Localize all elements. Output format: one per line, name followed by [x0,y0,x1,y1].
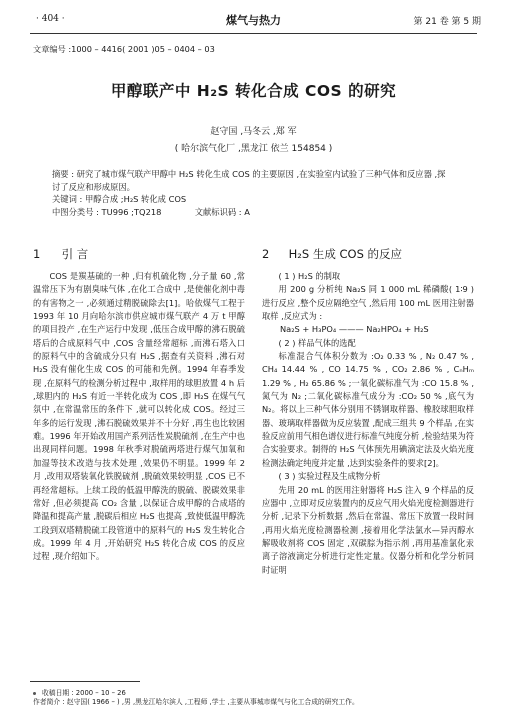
abstract-summary: 摘要 : 研究了城市煤气联产甲醇中 H₂S 转化生成 COS 的主要原因 ,在实验室内试验了三种气体和反应器 ,探讨了反应和形成原因。 [52,169,446,192]
section-1-heading [33,246,88,262]
intro-paragraph: COS 是羰基硫的一种 ,归有机硫化物 ,分子量 60 ,常温常压下为有剧臭味气体 ,在化工合成中 ,是使催化剂中毒的有害物之一 ,必须通过精脱硫除去[1]。哈依煤气工程于 1993 年 10 月向哈尔滨市供应城市煤气联产 4 万 t 甲醇的项目投产 ,在生产运行中发现 ,低压合成甲醇的沸石脱硫塔后的合成原料气中 ,COS 含量经常超标 ,而沸石塔入口的原料气中的含硫成分只有 H₂S ,据查有关资料 ,沸石对 H₂S 没有催化生成 COS 的可能和先例。1994 年春季发现 ,在原料气的检测分析过程中 ,取样用的球胆放置 4 h 后 ,球胆内的 H₂S 有近一半转化成为 COS ,即 H₂S 在煤气气氛中 ,在常温常压的条件下 ,就可以转化成 COS。经过三年多的运行发现 ,沸石脱硫效果并不十分好 ,再生也比较困难。1996 年开始改用国产系列活性炭脱硫剂 ,在生产中也出现同样问题。1998 年秋季对脱硫两塔进行煤气加氧和加湿等技术改造与技术处理 ,效果仍不明显。1999 年 2 月 ,改用双塔装氧化铁脱硫剂 ,脱硫效果较明显 ,COS 已不再经常超标。上续工段的低温甲醇洗的脱硫、脱碳效果非常好 ,但必须提高 CO₂ 含量 ,以保证合成甲醇的合成塔的降温和提高产量 ,脱碳后相应 H₂S 也提高 ,致使低温甲醇洗工段到双塔精脱硫工段管道中的原料气的 H₂S 发生转化合成。1999 年 4 月 ,开始研究 H₂S 转化合成 COS 的反应过程 ,现介绍如下。 [33,271,245,562]
keywords: 关键词 : 甲醇合成 ;H₂S 转化成 COS [52,194,187,204]
section-1-title: 引 言 [61,247,89,261]
received-date: 收稿日期 : 2000 – 10 – 26 [42,689,126,697]
classification-line [52,206,452,219]
header-rule [30,33,477,34]
subsection-sample-gas: ( 2 ) 样品气体的选配 [278,337,356,348]
document-code: 文献标识码 : A [194,206,250,217]
section-1-number: 1 [33,247,41,261]
abstract-block [52,168,452,218]
section-2-number: 2 [262,247,270,261]
received-date-line [33,689,359,698]
bullet-icon [33,692,36,695]
experiment-paragraph: 先用 20 mL 的医用注射器将 H₂S 注入 9 个样品的反应器中 ,立即对反应装置内的反应气用火焰光度检测器进行分析 ,记录下分析数据 ,然后在常温、常压下放置一段时间 ,再用火焰光度检测器检测 ,接着用化学法氯水—异丙醇水解吸收剂将 COS 固定 ,双碳腙为指示剂 ,再用基准氯化汞离子溶液滴定分析进行定性定量。仪器分析和化学分析同时证明 [262,484,474,575]
article-number: 文章编号 :1000 – 4416( 2001 )05 – 0404 – 03 [33,44,215,54]
subsection-experiment: ( 3 ) 实验过程及生成物分析 [278,471,381,482]
affiliation: ( 哈尔滨气化厂 ,黑龙江 依兰 154854 ) [174,144,333,154]
footnote [33,689,359,707]
sample-gas-paragraph: 标准混合气体积分数为 :O₂ 0.33 % , N₂ 0.47 % , CH₄ 14.44 % , CO 14.75 % , CO₂ 2.86 % , CₙHₘ 1.29 % , H₂ 65.86 % ;一氧化碳标准气为 :CO 15.8 % ,氮气为 N₂ ;二氧化碳标准气成分为 :CO₂ 50 % ,底气为 N₂。将以上三种气体分别用不锈钢取样器、橡胶球胆取样器、玻璃取样器做为反应装置 ,配成三组共 9 个样品 ,在实验反应前用气相色谱仪进行标准气纯度分析 ,检验结果为符合实验要求。制得的 H₂S 气体预先用碘滴定法及火焰光度检测法确定纯度并定量 ,达到实验条件的要求[2]。 [262,351,474,468]
preparation-paragraph: 用 200 g 分析纯 Na₂S 同 1 000 mL 稀磷酸( 1∶9 )进行反应 ,整个反应隔绝空气 ,然后用 100 mL 医用注射器取样 ,反应式为 : [262,284,474,322]
reaction-equation: Na₂S + H₃PO₄ ——— Na₂HPO₄ + H₂S [280,324,429,335]
journal-name: 煤气与热力 [226,14,281,27]
authors: 赵守国 ,马冬云 ,郑 军 [210,127,297,137]
subsection-h2s-preparation: ( 1 ) H₂S 的制取 [278,271,341,281]
section-2-title: H₂S 生成 COS 的反应 [288,247,403,261]
page-number: · 404 · [36,14,65,24]
article-title: 甲醇联产中 H₂S 转化合成 COS 的研究 [110,82,397,100]
classification-number: 中图分类号 : TU996 ;TQ218 [52,206,162,217]
section-2-heading [262,246,402,262]
running-header [0,10,507,32]
left-column [33,270,245,564]
footnote-rule [30,681,140,682]
volume-issue: 第 21 卷 第 5 期 [413,17,481,27]
author-bio: 作者简介 : 赵守国( 1966 – ) ,男 ,黑龙江哈尔滨人 ,工程师 ,学士 ,主要从事城市煤气与化工合成的研究工作。 [33,698,359,706]
right-column [262,270,474,577]
